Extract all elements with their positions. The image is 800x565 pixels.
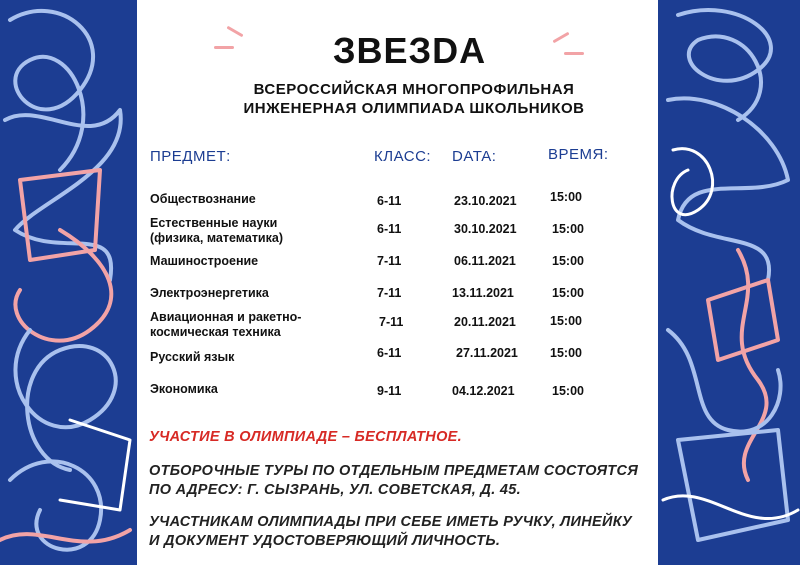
doodle-line: [668, 98, 788, 280]
row-time: 15:00: [550, 346, 582, 360]
doodle-line: [663, 496, 798, 519]
row-subject: Экономика: [150, 382, 218, 396]
row-grade: 6-11: [377, 346, 402, 360]
row-date: 06.11.2021: [454, 254, 516, 268]
row-grade: 9-11: [377, 384, 402, 398]
decor-dash: [214, 46, 234, 49]
subtitle: [224, 80, 604, 118]
row-subject: Электроэнергетика: [150, 286, 269, 300]
row-time: 15:00: [552, 222, 584, 236]
row-grade: 6-11: [377, 222, 402, 236]
header-grade: КЛАСС:: [374, 148, 432, 165]
doodle-line: [678, 10, 771, 120]
row-time: 15:00: [550, 314, 582, 328]
row-time: 15:00: [550, 190, 582, 204]
row-date: 30.10.2021: [454, 222, 517, 236]
row-grade: 7-11: [377, 254, 402, 268]
doodle-line: [15, 330, 115, 470]
row-subject: Русский язык: [150, 350, 235, 364]
decor-dash: [552, 32, 569, 44]
subtitle-line: ВСЕРОССИЙСКАЯ МНОГОПРОФИЛЬНАЯ: [253, 81, 575, 98]
row-subject: Естественные науки (физика, математика): [150, 216, 283, 245]
header-time: ВРЕМЯ:: [548, 146, 609, 163]
bring-items-note: УЧАСТНИКАМ ОЛИМПИАДЫ ПРИ СЕБЕ ИМЕТЬ РУЧКУ, ЛИНЕЙКУ И ДОКУМЕНТ УДОСТОВЕРЯЮЩИЙ ЛИЧНОСТЬ.: [149, 514, 633, 549]
doodle-line: [10, 11, 93, 170]
row-time: 15:00: [552, 384, 584, 398]
page-title: ЗВЕЗDA: [333, 30, 487, 71]
right-doodle-panel: [658, 0, 800, 565]
decor-dash: [564, 52, 584, 55]
doodle-line: [672, 149, 713, 215]
row-grade: 6-11: [377, 194, 402, 208]
row-time: 15:00: [552, 286, 584, 300]
row-subject: Машиностроение: [150, 254, 259, 268]
row-grade: 7-11: [379, 315, 404, 329]
header-date: DATA:: [452, 148, 497, 165]
subtitle-line: ИНЖЕНЕРНАЯ ОЛИМПИАDA ШКОЛЬНИКОВ: [243, 100, 585, 117]
doodle-line: [0, 530, 130, 542]
venue-note: ОТБОРОЧНЫЕ ТУРЫ ПО ОТДЕЛЬНЫМ ПРЕДМЕТАМ СОСТОЯТСЯ ПО АДРЕСУ: Г. СЫЗРАНЬ, УЛ. СОВЕТСКАЯ, Д. 45.: [149, 463, 639, 498]
row-date: 04.12.2021: [452, 384, 515, 398]
left-doodle-panel: [0, 0, 137, 565]
row-time: 15:00: [552, 254, 584, 268]
doodle-line: [678, 430, 788, 540]
decor-dash: [226, 26, 243, 38]
row-date: 13.11.2021: [452, 286, 514, 300]
header-subject: ПРЕДМЕТ:: [150, 148, 231, 165]
row-date: 23.10.2021: [454, 194, 517, 208]
row-date: 27.11.2021: [456, 346, 518, 360]
row-grade: 7-11: [377, 286, 402, 300]
row-subject: Обществознание: [150, 192, 256, 206]
free-participation-note: УЧАСТИЕ В ОЛИМПИАДЕ – БЕСПЛАТНОЕ.: [149, 429, 462, 445]
row-date: 20.11.2021: [454, 315, 516, 329]
row-subject: Авиационная и ракетно- космическая техника: [150, 310, 302, 339]
